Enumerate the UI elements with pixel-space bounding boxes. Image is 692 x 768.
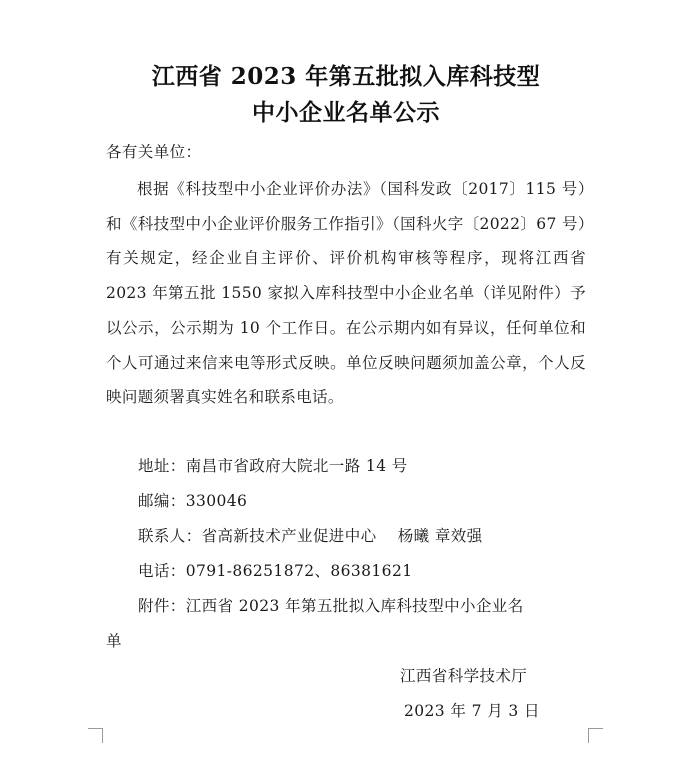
page-corner-mark-left	[88, 728, 103, 743]
title-line-2: 中小企业名单公示	[252, 99, 440, 126]
signature-org: 江西省科学技术厅	[400, 667, 528, 685]
attachment-line: 附件：江西省 2023 年第五批拟入库科技型中小企业名	[138, 597, 524, 615]
signature-date: 2023 年 7 月 3 日	[404, 702, 540, 720]
body-paragraph: 根据《科技型中小企业评价办法》（国科发政〔2017〕115 号）和《科技型中小企业评价服务工作指引》（国科火字〔2022〕67 号）有关规定，经企业自主评价、评价机构审核等程序，现将江西省 2023 年第五批 1550 家拟入库科技型中小企业名单（详见附件）予以公示，公示期为 10 个工作日。在公示期内如有异议，任何单位和个人可通过来信来电等形式反映。单位反映问题须加盖公章，个人反映问题须署真实姓名和联系电话。	[106, 180, 586, 407]
page-corner-mark-right	[588, 728, 603, 743]
title-line-1: 江西省 2023 年第五批拟入库科技型	[151, 63, 541, 90]
postcode-line: 邮编：330046	[138, 492, 248, 510]
attachment-line-continued: 单	[106, 632, 122, 650]
contact-person-line: 联系人：省高新技术产业促进中心 杨曦 章效强	[138, 527, 483, 545]
phone-line: 电话：0791-86251872、86381621	[138, 562, 413, 580]
salutation: 各有关单位：	[106, 143, 202, 161]
address-line: 地址：南昌市省政府大院北一路 14 号	[138, 457, 408, 475]
